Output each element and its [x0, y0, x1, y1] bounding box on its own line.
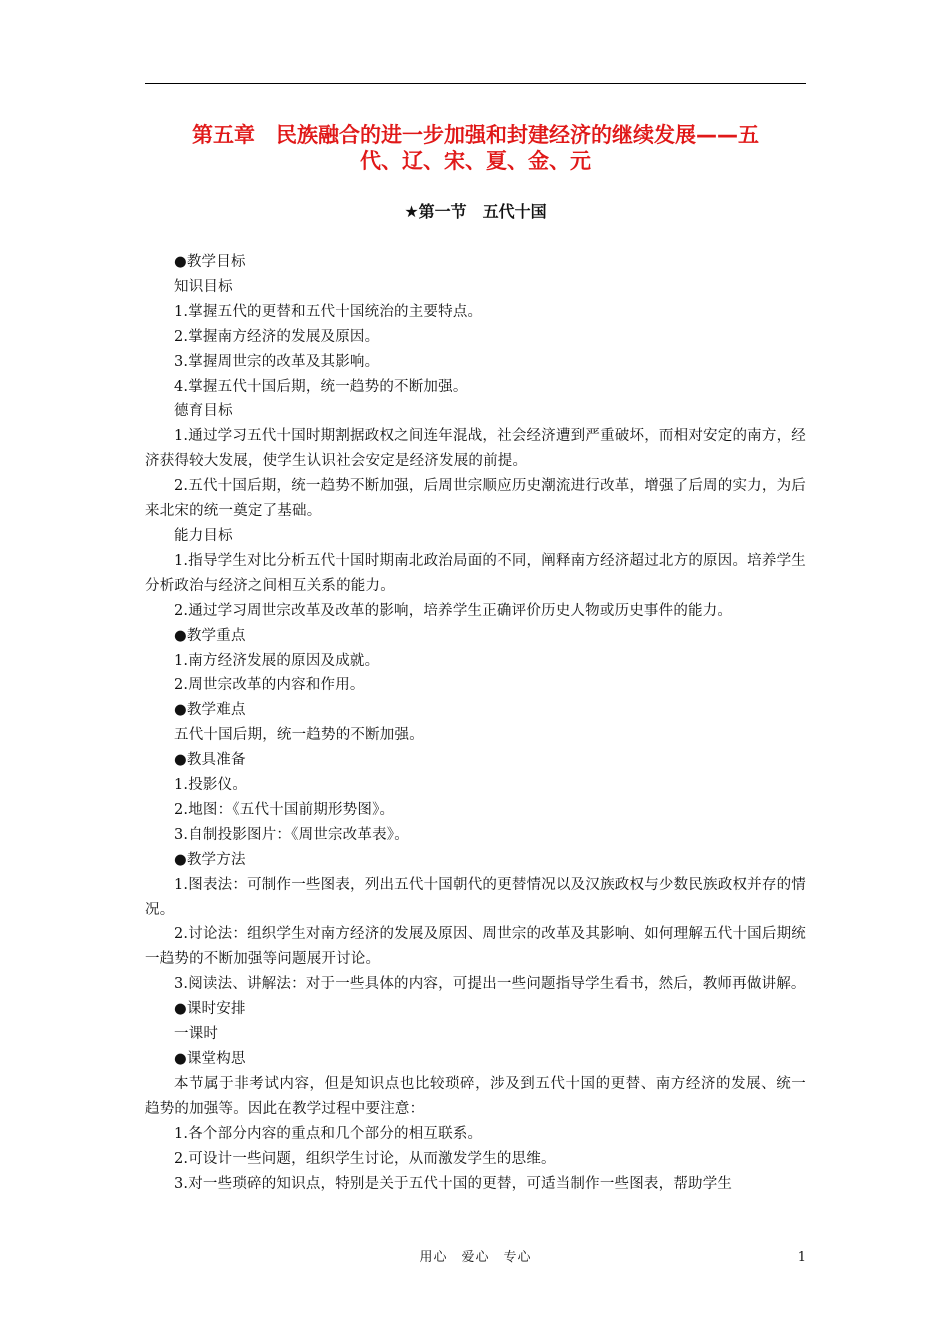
heading-teaching-methods: ●教学方法	[174, 851, 246, 868]
paragraph: 1.投影仪。	[174, 777, 248, 794]
page-footer	[145, 1248, 806, 1268]
chapter-title	[145, 122, 806, 174]
chapter-title-line-1: 第五章 民族融合的进一步加强和封建经济的继续发展——五	[192, 123, 759, 147]
paragraph: 3.阅读法、讲解法：对于一些具体的内容，可提出一些问题指导学生看书，然后，教师再做讲解。	[174, 976, 806, 993]
paragraph: 本节属于非考试内容，但是知识点也比较琐碎，涉及到五代十国的更替、南方经济的发展、统一趋势的加强等。因此在教学过程中要注意：	[145, 1075, 806, 1117]
paragraph: 1.通过学习五代十国时期割据政权之间连年混战，社会经济遭到严重破坏，而相对安定的南方，经济获得较大发展，使学生认识社会安定是经济发展的前提。	[145, 428, 806, 470]
heading-teaching-focus: ●教学重点	[174, 627, 246, 644]
page-number: 1	[797, 1250, 806, 1265]
heading-teaching-difficulty: ●教学难点	[174, 702, 246, 719]
paragraph: 3.自制投影图片：《周世宗改革表》。	[174, 826, 409, 843]
paragraph: 2.掌握南方经济的发展及原因。	[174, 328, 380, 345]
heading-teaching-tools: ●教具准备	[174, 752, 246, 769]
document-body	[145, 250, 806, 1196]
subheading-knowledge-goals: 知识目标	[174, 278, 233, 295]
paragraph: 2.通过学习周世宗改革及改革的影响，培养学生正确评价历史人物或历史事件的能力。	[174, 602, 733, 619]
paragraph: 1.图表法：可制作一些图表，列出五代十国朝代的更替情况以及汉族政权与少数民族政权并存的情况。	[145, 876, 806, 918]
heading-teaching-goals: ●教学目标	[174, 254, 246, 270]
subheading-ability-goals: 能力目标	[174, 527, 233, 544]
paragraph: 1.各个部分内容的重点和几个部分的相互联系。	[174, 1125, 483, 1142]
paragraph: 1.掌握五代的更替和五代十国统治的主要特点。	[174, 303, 483, 320]
paragraph: 4.掌握五代十国后期，统一趋势的不断加强。	[174, 378, 468, 395]
paragraph: 1.指导学生对比分析五代十国时期南北政治局面的不同，阐释南方经济超过北方的原因。培养学生分析政治与经济之间相互关系的能力。	[145, 552, 806, 594]
section-title: ★第一节 五代十国	[404, 202, 547, 221]
paragraph: 3.掌握周世宗的改革及其影响。	[174, 353, 380, 370]
paragraph: 2.地图：《五代十国前期形势图》。	[174, 801, 395, 818]
heading-class-design: ●课堂构思	[174, 1051, 246, 1067]
subheading-moral-goals: 德育目标	[174, 403, 233, 420]
footer-motto: 用心 爱心 专心	[419, 1250, 532, 1265]
paragraph: 1.南方经济发展的原因及成就。	[174, 652, 380, 669]
paragraph: 3.对一些琐碎的知识点，特别是关于五代十国的更替，可适当制作一些图表，帮助学生	[174, 1175, 733, 1192]
paragraph: 2.可设计一些问题，组织学生讨论，从而激发学生的思维。	[174, 1150, 556, 1167]
paragraph: 五代十国后期，统一趋势的不断加强。	[174, 727, 424, 744]
paragraph: 一课时	[174, 1026, 219, 1043]
header-rule	[145, 83, 806, 84]
paragraph: 2.五代十国后期，统一趋势不断加强，后周世宗顺应历史潮流进行改革，增强了后周的实力，为后来北宋的统一奠定了基础。	[145, 478, 806, 520]
paragraph: 2.周世宗改革的内容和作用。	[174, 677, 365, 694]
chapter-title-line-2: 代、辽、宋、夏、金、元	[360, 149, 591, 173]
heading-class-hours: ●课时安排	[174, 1001, 246, 1018]
paragraph: 2.讨论法：组织学生对南方经济的发展及原因、周世宗的改革及其影响、如何理解五代十国后期统一趋势的不断加强等问题展开讨论。	[145, 926, 806, 968]
